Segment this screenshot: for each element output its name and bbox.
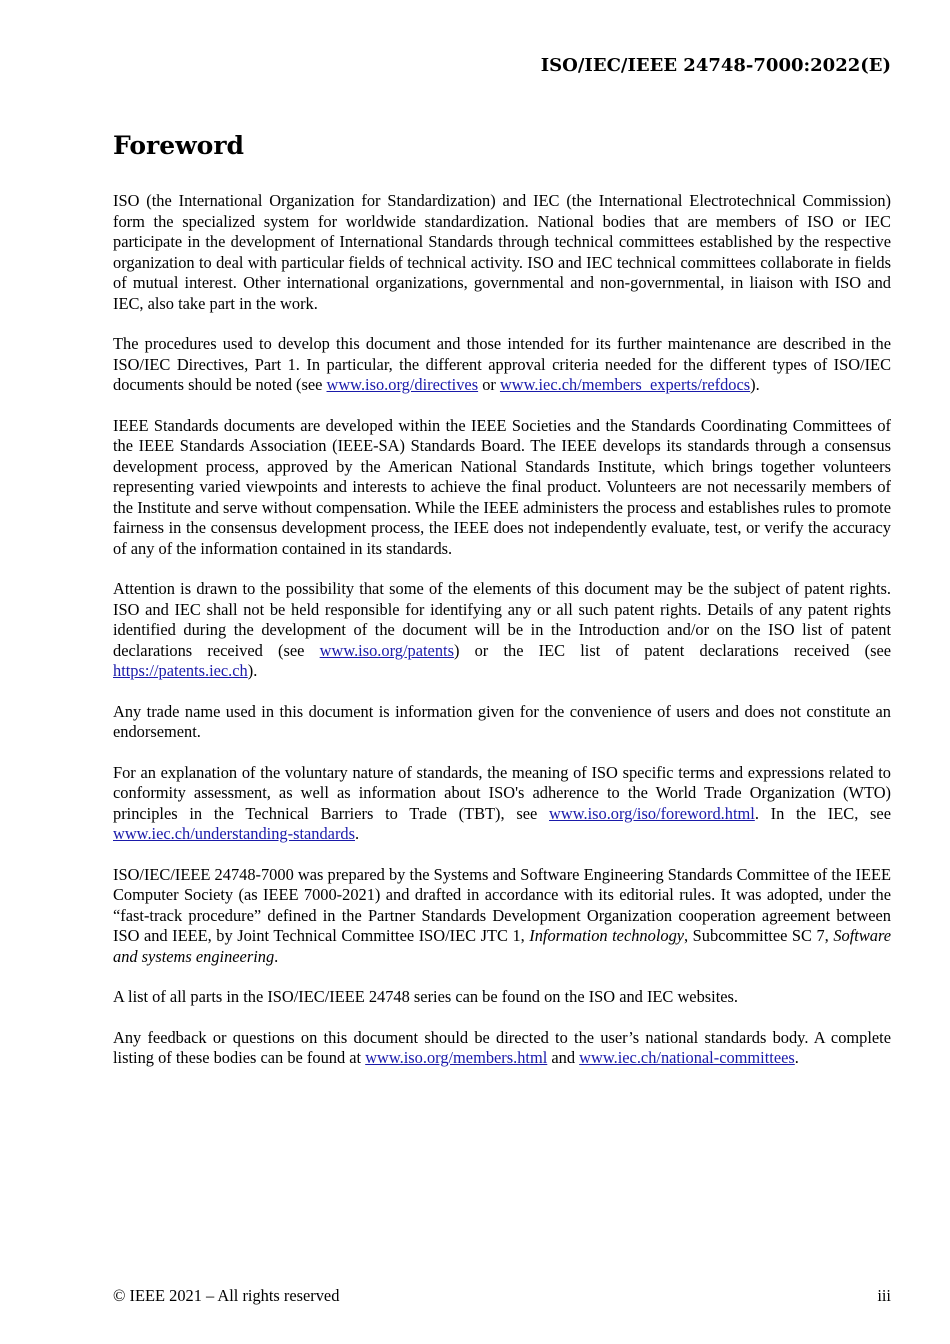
text: Any feedback or questions on this document should be directed to the user’s national standards body. A complete listing of these bodies can be found at bbox=[113, 1027, 891, 1067]
text: ). bbox=[750, 375, 760, 394]
paragraph-prepared-by bbox=[113, 865, 891, 968]
italic-committee-name: Information technology bbox=[529, 926, 685, 945]
paragraph-iso-iec-intro: ISO (the International Organization for Standardization) and IEC (the International Electrotechnical Commission) form the specialized system for worldwide standardization. National bodies that are members of ISO or IEC participate in the development of International Standards through technical committees established by the respective organization to deal with particular fields of technical activity. ISO and IEC technical committees collaborate in fields of mutual interest. Other international organizations, governmental and non-governmental, in liaison with ISO and IEC, also take part in the work. bbox=[113, 191, 891, 313]
text: ISO/IEC/IEEE 24748-7000 was prepared by the Systems and Software Engineering Standards Committee of the IEEE Computer Society (as IEEE 7000-2021) and drafted in accordance with its editorial rules. It was adopted, under the “fast-track procedure” defined in the Partner Standards Development Organization cooperation agreement between ISO and IEEE, by Joint Technical Committee ISO/IEC JTC 1, bbox=[113, 864, 891, 945]
paragraph-ieee-standards: IEEE Standards documents are developed within the IEEE Societies and the Standards Coordinating Committees of the IEEE Standards Association (IEEE-SA) Standards Board. The IEEE develops its standards through a consensus development process, approved by the American National Standards Institute, which brings together volunteers representing varied viewpoints and interests to achieve the final product. Volunteers are not necessarily members of the Institute and serve without compensation. While the IEEE administers the process and establishes rules to promote fairness in the consensus development process, the IEEE does not independently evaluate, test, or verify the accuracy of any of the information contained in its standards. bbox=[113, 415, 891, 558]
link-iec-patents[interactable]: https://patents.iec.ch bbox=[113, 661, 248, 680]
text: Attention is drawn to the possibility that some of the elements of this document may be the subject of patent rights. ISO and IEC shall not be held responsible for identifying any or all such patent rights. Details of any patent rights identified during the development of the document will be in the Introduction and/or on the ISO list of patent declarations received (see bbox=[113, 579, 891, 660]
text: and bbox=[547, 1048, 580, 1067]
text: . bbox=[794, 1048, 799, 1067]
link-iso-foreword[interactable]: www.iso.org/iso/foreword.html bbox=[549, 803, 755, 823]
link-iec-national-committees[interactable]: www.iec.ch/national-committees bbox=[579, 1048, 795, 1067]
text: . bbox=[355, 824, 360, 843]
paragraph-trade-name: Any trade name used in this document is information given for the convenience of users and does not constitute an endorsement. bbox=[113, 701, 891, 741]
text: ) or the IEC list of patent declarations received (see bbox=[453, 640, 891, 660]
copyright-footer: © IEEE 2021 – All rights reserved bbox=[113, 1286, 340, 1305]
link-iec-understanding-standards[interactable]: www.iec.ch/understanding-standards bbox=[113, 824, 355, 843]
text: ). bbox=[247, 661, 258, 680]
link-iso-patents[interactable]: www.iso.org/patents bbox=[319, 640, 454, 660]
paragraph-feedback bbox=[113, 1028, 891, 1069]
link-iso-directives[interactable]: www.iso.org/directives bbox=[326, 375, 479, 394]
page-title: Foreword bbox=[113, 131, 244, 160]
document-id-header: ISO/IEC/IEEE 24748-7000:2022(E) bbox=[540, 55, 891, 76]
link-iec-refdocs[interactable]: www.iec.ch/members_experts/refdocs bbox=[499, 375, 751, 394]
text: or bbox=[478, 375, 500, 394]
text: The procedures used to develop this document and those intended for its further maintenance are described in the ISO/IEC Directives, Part 1. In particular, the different approval criteria needed for the different types of ISO/IEC documents should be noted (see bbox=[113, 334, 891, 394]
page-number: iii bbox=[877, 1286, 891, 1305]
text: For an explanation of the voluntary nature of standards, the meaning of ISO specific terms and expressions related to conformity assessment, as well as information about ISO's adherence to the World Trade Organization (WTO) principles in the Technical Barriers to Trade (TBT), see bbox=[113, 762, 891, 823]
paragraph-patent-rights bbox=[113, 579, 891, 682]
foreword-body bbox=[113, 191, 891, 1089]
paragraph-series-list: A list of all parts in the ISO/IEC/IEEE 24748 series can be found on the ISO and IEC websites. bbox=[113, 987, 739, 1006]
paragraph-voluntary-nature bbox=[113, 763, 891, 845]
italic-subcommittee-name: Software and systems engineering bbox=[113, 926, 891, 966]
text: . In the IEC, see bbox=[754, 803, 891, 823]
text: , Subcommittee SC 7, bbox=[684, 926, 834, 945]
paragraph-procedures bbox=[113, 334, 891, 396]
text: . bbox=[274, 946, 279, 966]
link-iso-members[interactable]: www.iso.org/members.html bbox=[365, 1048, 548, 1067]
